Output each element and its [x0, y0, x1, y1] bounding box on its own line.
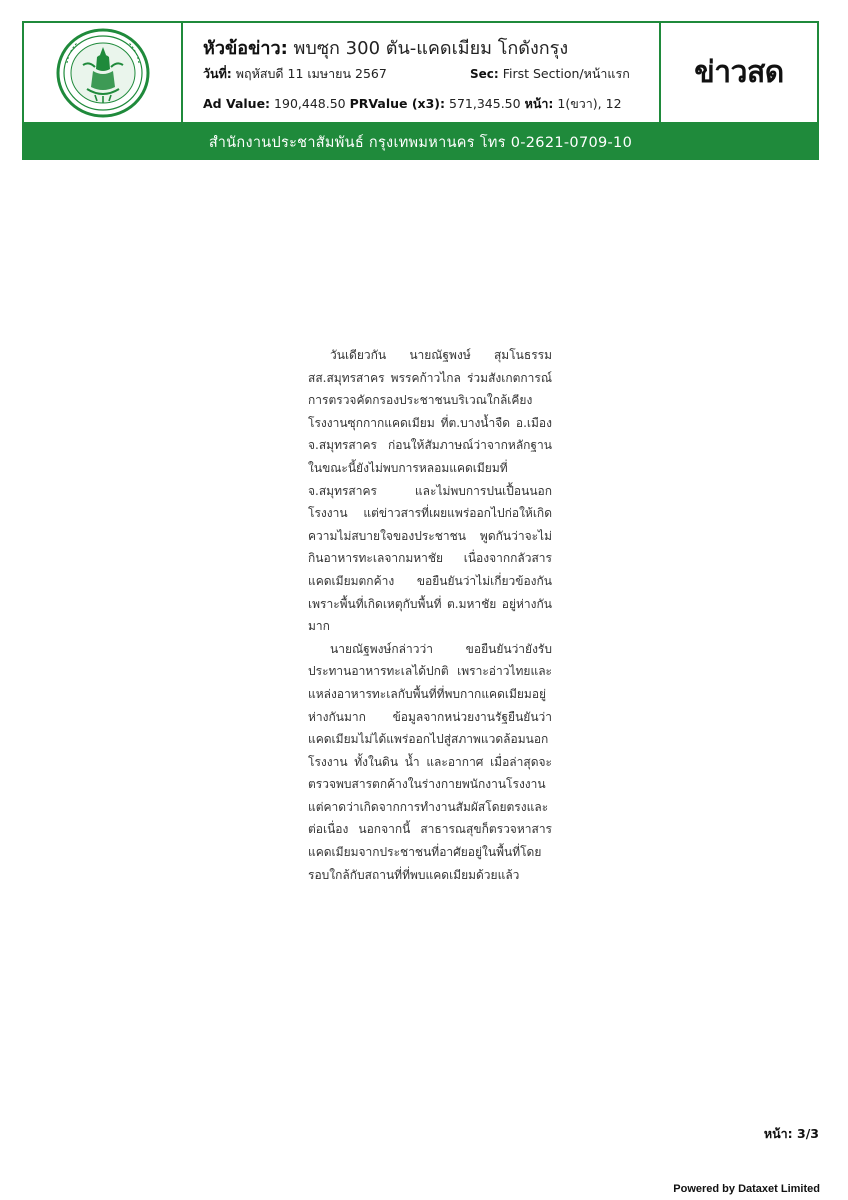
article-body: [308, 344, 552, 886]
date-value: พฤหัสบดี 11 เมษายน 2567: [235, 66, 387, 81]
powered-by: Powered by Dataxet Limited: [673, 1183, 820, 1195]
info-cell: [183, 23, 661, 122]
value-row: [203, 94, 622, 114]
bangkok-metropolitan-seal-icon: [53, 25, 153, 121]
page-number: [764, 1124, 819, 1144]
section-value: First Section/หน้าแรก: [502, 66, 630, 81]
page-value: 1(ขวา), 12: [557, 96, 622, 111]
ad-value: 190,448.50: [274, 96, 346, 111]
date-label: วันที่:: [203, 66, 232, 81]
clipping-header: [22, 21, 819, 124]
headline-value: พบซุก 300 ตัน-แคดเมียม โกดังกรุง: [293, 38, 569, 59]
article-paragraph: นายณัฐพงษ์กล่าวว่า ขอยืนยันว่ายังรับประทานอาหารทะเลได้ปกติ เพราะอ่าวไทยและแหล่งอาหารทะเลกับพื้นที่ที่พบกากแคดเมียมอยู่ห่างกันมาก ข้อมูลจากหน่วยงานรัฐยืนยันว่าแคดเมียมไม่ได้แพร่ออกไปสู่สภาพแวดล้อมนอกโรงงาน ทั้งในดิน น้ำ และอากาศ เมื่อล่าสุดจะตรวจพบสารตกค้างในร่างกายพนักงานโรงงาน แต่คาดว่าเกิดจากการทำงานสัมผัสโดยตรงและต่อเนื่อง นอกจากนี้ สาธารณสุขก็ตรวจหาสารแคดเมียมจากประชาชนที่อาศัยอยู่ในพื้นที่โดยรอบใกล้กับสถานที่ที่พบแคดเมียมด้วยแล้ว: [308, 641, 552, 882]
section-row: [470, 64, 630, 84]
section-label: Sec:: [470, 67, 499, 81]
agency-bar: สำนักงานประชาสัมพันธ์ กรุงเทพมหานคร โทร 0-2621-0709-10: [22, 124, 819, 160]
logo-cell: [24, 23, 183, 122]
page-number-value: 3/3: [797, 1126, 819, 1141]
pr-value-label: PRValue (x3):: [349, 96, 446, 111]
headline-label: หัวข้อข่าว:: [203, 38, 288, 59]
pr-value: 571,345.50: [449, 96, 521, 111]
newspaper-name: ข่าวสด: [694, 55, 784, 90]
ad-value-label: Ad Value:: [203, 96, 271, 111]
page-label: หน้า:: [524, 96, 554, 111]
article-paragraph: วันเดียวกัน นายณัฐพงษ์ สุมโนธรรม สส.สมุทรสาคร พรรคก้าวไกล ร่วมสังเกตการณ์การตรวจคัดกรองประชาชนบริเวณใกล้เคียงโรงงานซุกกากแคดเมียม ที่ต.บางน้ำจืด อ.เมือง จ.สมุทรสาคร ก่อนให้สัมภาษณ์ว่าจากหลักฐานในขณะนี้ยังไม่พบการหลอมแคดเมียมที่ จ.สมุทรสาคร และไม่พบการปนเปื้อนนอกโรงงาน แต่ข่าวสารที่เผยแพร่ออกไปก่อให้เกิดความไม่สบายใจของประชาชน พูดกันว่าจะไม่กินอาหารทะเลจากมหาชัย เนื่องจากกลัวสารแคดเมียมตกค้าง ขอยืนยันว่าไม่เกี่ยวข้องกัน เพราะพื้นที่เกิดเหตุกับพื้นที่ ต.มหาชัย อยู่ห่างกันมาก: [308, 348, 552, 634]
page-number-label: หน้า:: [763, 1126, 793, 1141]
headline-row: [203, 33, 568, 62]
date-row: [203, 64, 387, 84]
newspaper-cell: [661, 23, 817, 122]
